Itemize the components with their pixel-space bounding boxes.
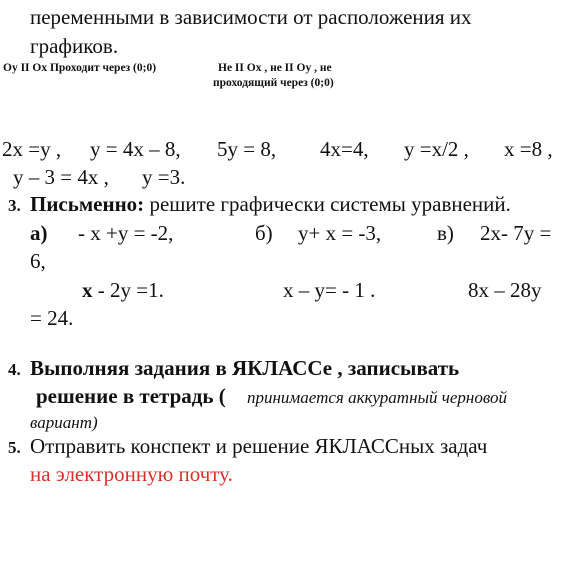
system-c-eq-2-cont: = 24. (30, 306, 74, 330)
system-a-eq-2 (82, 280, 164, 301)
system-b-eq-1: y+ x = -3, (298, 221, 382, 245)
system-c-eq-1: 2x- 7y = (480, 221, 552, 245)
task-3-title: Письменно: (30, 192, 145, 216)
task-4-line-2: решение в тетрадь ( (36, 384, 226, 408)
category-right-line-1: Не II Ox , не II Oy , не (218, 62, 332, 74)
task-4-line-1: Выполняя задания в ЯКЛАССе , записывать (30, 356, 460, 380)
task-4-note-1: принимается аккуратный черновой (247, 388, 508, 407)
system-a-eq-2-x: x (82, 278, 93, 302)
equation: 2x =y , (2, 137, 62, 161)
system-b-eq-2: x – y= - 1 . (283, 278, 376, 302)
intro-line-2: графиков. (30, 34, 119, 58)
intro-line-1: переменными в зависимости от расположения их (30, 5, 472, 29)
task-4-note-2: вариант) (30, 413, 98, 432)
system-a-label: а) (30, 221, 48, 245)
system-c-label: в) (437, 221, 454, 245)
system-b-label: б) (255, 221, 273, 245)
system-c-eq-1-cont: 6, (30, 249, 46, 273)
equation: y – 3 = 4x , (13, 165, 109, 189)
category-left: Oy II Ox Проходит через (0;0) (3, 62, 157, 74)
equation: x =8 , (504, 137, 553, 161)
category-right-line-2: проходящий через (0;0) (213, 77, 334, 89)
system-c-eq-2: 8x – 28y (468, 278, 542, 302)
task-3-text: решите графически системы уравнений. (144, 192, 511, 216)
equation: 5y = 8, (217, 137, 277, 161)
equation: 4x=4, (320, 137, 369, 161)
task-3-heading (30, 194, 511, 215)
equation: y =x/2 , (404, 137, 469, 161)
system-a-eq-1: - x +y = -2, (78, 221, 174, 245)
task-number: 3. (8, 196, 21, 215)
task-5-line-1: Отправить конспект и решение ЯКЛАССных задач (30, 434, 488, 458)
task-number: 4. (8, 360, 21, 379)
task-number: 5. (8, 438, 21, 457)
system-a-eq-2-rest: - 2y =1. (92, 278, 164, 302)
equation: y = 4x – 8, (90, 137, 181, 161)
task-5-line-2: на электронную почту. (30, 462, 233, 486)
equation: y =3. (142, 165, 186, 189)
